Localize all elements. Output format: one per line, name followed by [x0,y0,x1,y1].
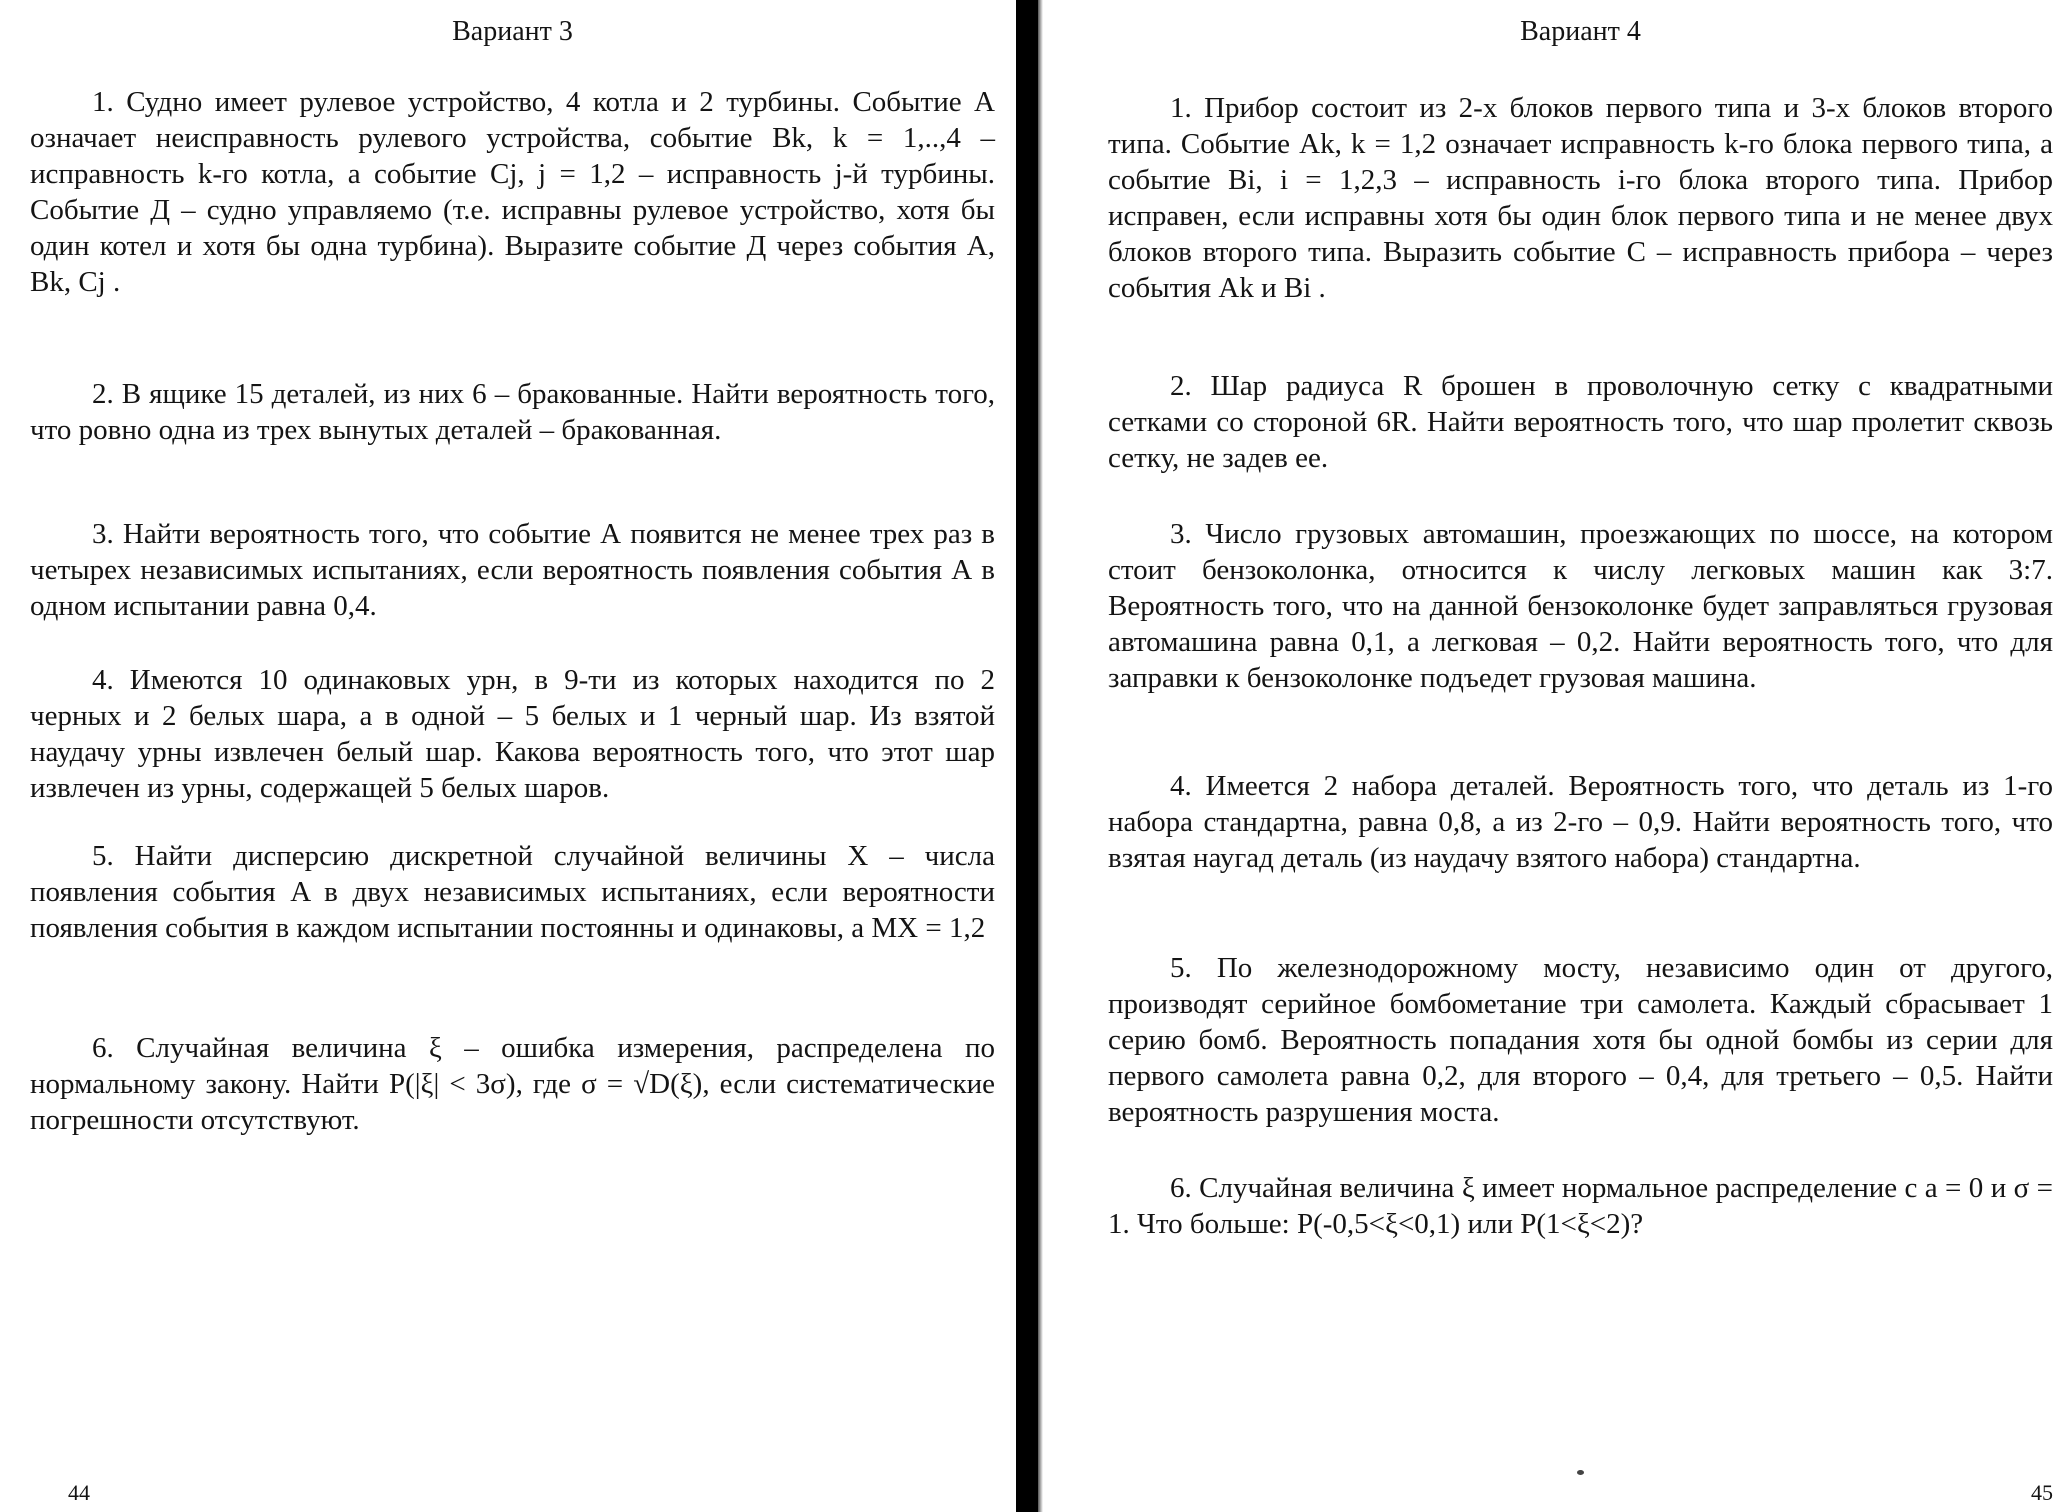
variant-3-problem-5: 5. Найти дисперсию дискретной случайной величины X – числа появления события A в двух независимых испытаниях, если вероятности появления события в каждом испытании постоянны и одинаковы, а MX = 1,2 [30,840,995,944]
variant-4-problem-4: 4. Имеется 2 набора деталей. Вероятность того, что деталь из 1-го набора стандартна, равна 0,8, а из 2-го – 0,9. Найти вероятность того, что взятая наугад деталь (из наудачу взятого набора) стандартна. [1108,770,2053,874]
variant-4-problem-6: 6. Случайная величина ξ имеет нормальное распределение с a = 0 и σ = 1. Что больше: P(-0,5<ξ<0,1) или P(1<ξ<2)? [1108,1172,2053,1240]
variant-4-problem-3: 3. Число грузовых автомашин, проезжающих по шоссе, на котором стоит бензоколонка, относится к числу легковых машин как 3:7. Вероятность того, что на данной бензоколонке будет заправляться грузовая автомашина равна 0,1, а легковая – 0,2. Найти вероятность того, что для заправки к бензоколонке подъедет грузовая машина. [1108,518,2053,694]
variant-3-problem-2: 2. В ящике 15 деталей, из них 6 – бракованные. Найти вероятность того, что ровно одна из трех вынутых деталей – бракованная. [30,378,995,446]
variant-4-problem-2: 2. Шар радиуса R брошен в проволочную сетку с квадратными сетками со стороной 6R. Найти вероятность того, что шар пролетит сквозь сетку, не задев ее. [1108,370,2053,474]
variant-3-problem-6: 6. Случайная величина ξ – ошибка измерения, распределена по нормальному закону. Найти P(|ξ| < 3σ), где σ = √D(ξ), если систематические погрешности отсутствуют. [30,1032,995,1136]
right-page [1108,0,2053,1512]
variant-4-problem-1: 1. Прибор состоит из 2-х блоков первого типа и 3-х блоков второго типа. Событие Ak, k = 1,2 означает исправность k-го блока первого типа, а событие Bi, i = 1,2,3 – исправность i-го блока второго типа. Прибор исправен, если исправны хотя бы один блок первого типа и не менее двух блоков второго типа. Выразить событие C – исправность прибора – через события Ak и Bi . [1108,92,2053,304]
variant-4-problem-5: 5. По железнодорожному мосту, независимо один от другого, производят серийное бомбометание три самолета. Каждый сбрасывает 1 серию бомб. Вероятность попадания хотя бы одной бомбы из серии для первого самолета равна 0,2, для второго – 0,4, для третьего – 0,5. Найти вероятность разрушения моста. [1108,952,2053,1128]
variant-3-problem-3: 3. Найти вероятность того, что событие А появится не менее трех раз в четырех независимых испытаниях, если вероятность появления события А в одном испытании равна 0,4. [30,518,995,622]
variant-3-problem-4: 4. Имеются 10 одинаковых урн, в 9-ти из которых находится по 2 черных и 2 белых шара, а в одной – 5 белых и 1 черный шар. Из взятой наудачу урны извлечен белый шар. Какова вероятность того, что этот шар извлечен из урны, содержащей 5 белых шаров. [30,664,995,804]
book-spine [1016,0,1038,1512]
variant-4-title: Вариант 4 [1520,16,1641,47]
page-number-left: 44 [68,1480,90,1505]
variant-3-title: Вариант 3 [452,16,573,47]
scan-speck [1577,1470,1584,1475]
variant-3-problem-1: 1. Судно имеет рулевое устройство, 4 котла и 2 турбины. Событие A означает неисправность рулевого устройства, событие Bk, k = 1,..,4 – исправность k-го котла, а событие Cj, j = 1,2 – исправность j-й турбины. Событие Д – судно управляемо (т.е. исправны рулевое устройство, хотя бы один котел и хотя бы одна турбина). Выразите событие Д через события A, Bk, Cj . [30,86,995,298]
page-number-right: 45 [2031,1480,2053,1505]
left-page [30,0,995,1512]
